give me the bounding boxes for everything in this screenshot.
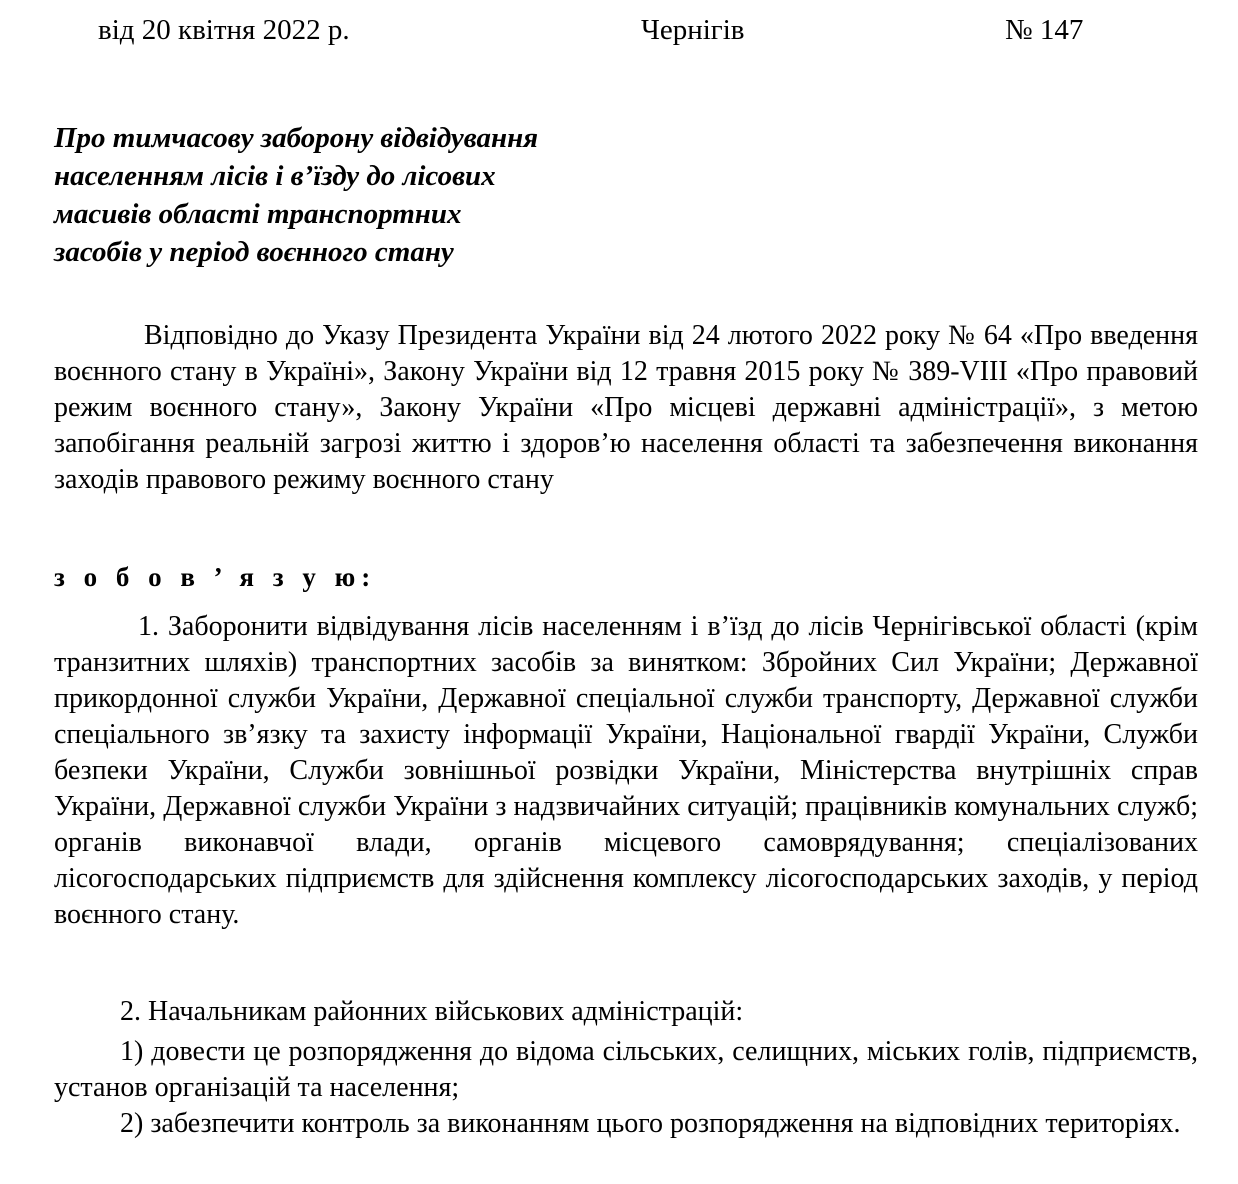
document-title xyxy=(54,119,674,271)
preamble-paragraph: Відповідно до Указу Президента України від 24 лютого 2022 року № 64 «Про введення воєнного стану в Україні», Закону України від 12 травня 2015 року № 389-VIII «Про правовий режим воєнного стану», Закону України «Про місцеві державні адміністрації», з метою запобігання реальній загрозі життю і здоров’ю населення області та забезпечення виконання заходів правового режиму воєнного стану xyxy=(54,320,1198,495)
title-line: населенням лісів і в’їзду до лісових xyxy=(54,160,496,192)
title-line: Про тимчасову заборону відвідування xyxy=(54,122,539,154)
item-2-subitem-1: 1) довести це розпорядження до відома сільських, селищних, міських голів, підприємств, установ організацій та населення; xyxy=(54,1036,1198,1103)
item-2-paragraph: 2. Начальникам районних військових адміністрацій: xyxy=(120,996,744,1027)
item-2-subitem-2: 2) забезпечити контроль за виконанням цього розпорядження на відповідних територіях. xyxy=(120,1108,1181,1139)
document-city: Чернігів xyxy=(641,14,745,46)
title-line: масивів області транспортних xyxy=(54,198,462,230)
document-header xyxy=(0,12,1238,52)
item-1-paragraph: 1. Заборонити відвідування лісів населенням і в’їзд до лісів Чернігівської області (крім транзитних шляхів) транспортних засобів за винятком: Збройних Сил України; Державної прикордонної служби України, Державної спеціальної служби транспорту, Державної служби спеціального зв’язку та захисту інформації України, Національної гвардії України, Служби безпеки України, Служби зовнішньої розвідки України, Міністерства внутрішніх справ України, Державної служби України з надзвичайних ситуацій; працівників комунальних служб; органів виконавчої влади, органів місцевого самоврядування; спеціалізованих лісогосподарських підприємств для здійснення комплексу лісогосподарських заходів, у період воєнного стану. xyxy=(54,611,1198,930)
oblige-heading: з о б о в ’ я з у ю: xyxy=(54,562,377,592)
title-line: засобів у період воєнного стану xyxy=(54,236,454,268)
document-number: № 147 xyxy=(1005,14,1084,46)
document-date: від 20 квітня 2022 р. xyxy=(98,14,350,46)
